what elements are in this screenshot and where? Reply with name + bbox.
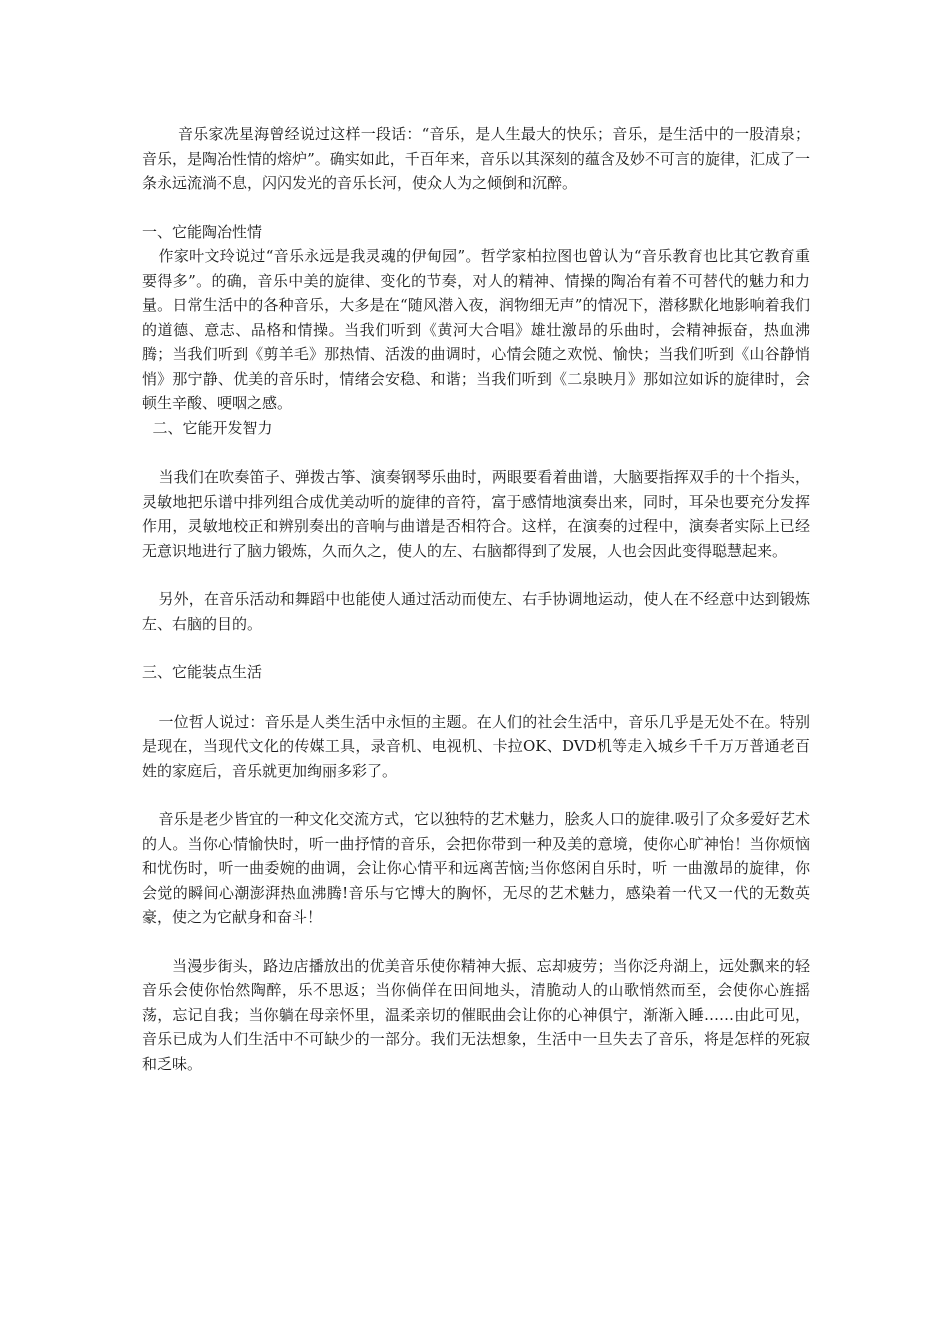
section-2-paragraph-1: 当我们在吹奏笛子、弹拨古筝、演奏钢琴乐曲时，两眼要看着曲谱，大脑要指挥双手的十个指头，灵敏地把乐谱中排列组合成优美动听的旋律的音符，富于感情地演奏出来，同时，耳朵也要充分发挥作用，灵敏地校正和辨别奏出的音响与曲谱是否相符合。这样，在演奏的过程中，演奏者实际上已经无意识地进行了脑力锻炼，久而久之，使人的左、右脑都得到了发展，人也会因此变得聪慧起来。 — [142, 468, 810, 560]
section-1-paragraph: 作家叶文玲说过“音乐永远是我灵魂的伊甸园”。哲学家柏拉图也曾认为“音乐教育也比其它教育重要得多”。的确，音乐中美的旋律、变化的节奏，对人的精神、情操的陶冶有着不可替代的魅力和力量。日常生活中的各种音乐，大多是在“随风潜入夜，润物细无声”的情况下，潜移默化地影响着我们的道德、意志、品格和情操。当我们听到《黄河大合唱》雄壮激昂的乐曲时，会精神振奋，热血沸腾；当我们听到《剪羊毛》那热情、活泼的曲调时，心情会随之欢悦、愉快；当我们听到《山谷静悄悄》那宁静、优美的音乐时，情绪会安稳、和谐；当我们听到《二泉映月》那如泣如诉的旋律时，会顿生辛酸、哽咽之感。 — [142, 247, 810, 412]
intro-paragraph: 音乐家冼星海曾经说过这样一段话：“音乐，是人生最大的快乐；音乐，是生活中的一股清泉；音乐，是陶冶性情的熔炉”。确实如此，千百年来，音乐以其深刻的蕴含及妙不可言的旋律，汇成了一条永远流淌不息，闪闪发光的音乐长河，使众人为之倾倒和沉醉。 — [142, 125, 810, 192]
section-3-paragraph-2: 音乐是老少皆宜的一种文化交流方式，它以独特的艺术魅力，脍炙人口的旋律.吸引了众多爱好艺术的人。当你心情愉快时，听一曲抒情的音乐，会把你带到一种及美的意境，使你心旷神怡！当你烦恼和忧伤时，听一曲委婉的曲调，会让你心情平和远离苦恼;当你悠闲自乐时，听 一曲激昂的旋律，你会觉的瞬间心潮澎湃热血沸腾!音乐与它博大的胸怀，无尽的艺术魅力，感染着一代又一代的无数英豪，使之为它献身和奋斗！ — [142, 810, 810, 926]
section-3-paragraph-3: 当漫步街头，路边店播放出的优美音乐使你精神大振、忘却疲劳；当你泛舟湖上，远处飘来的轻音乐会使你怡然陶醉，乐不思返；当你倘佯在田间地头，清脆动人的山歌悄然而至，会使你心旌摇荡，忘记自我；当你躺在母亲怀里，温柔亲切的催眠曲会让你的心神俱宁，渐渐入睡……由此可见，音乐已成为人们生活中不可缺少的一部分。我们无法想象，生活中一旦失去了音乐，将是怎样的死寂和乏味。 — [142, 956, 810, 1073]
document-body — [142, 122, 810, 1076]
section-3-paragraph-1: 一位哲人说过：音乐是人类生活中永恒的主题。在人们的社会生活中，音乐几乎是无处不在。特别是现在，当现代文化的传媒工具，录音机、电视机、卡拉OK、DVD机等走入城乡千千万万普通老百姓的家庭后，音乐就更加绚丽多彩了。 — [142, 712, 810, 780]
section-1-heading: 一、它能陶冶性情 — [142, 222, 263, 241]
section-3-heading: 三、它能装点生活 — [142, 663, 263, 681]
section-2-heading: 二、它能开发智力 — [152, 418, 273, 437]
section-2-paragraph-2: 另外，在音乐活动和舞蹈中也能使人通过活动而使左、右手协调地运动，使人在不经意中达到锻炼左、右脑的目的。 — [142, 590, 810, 633]
